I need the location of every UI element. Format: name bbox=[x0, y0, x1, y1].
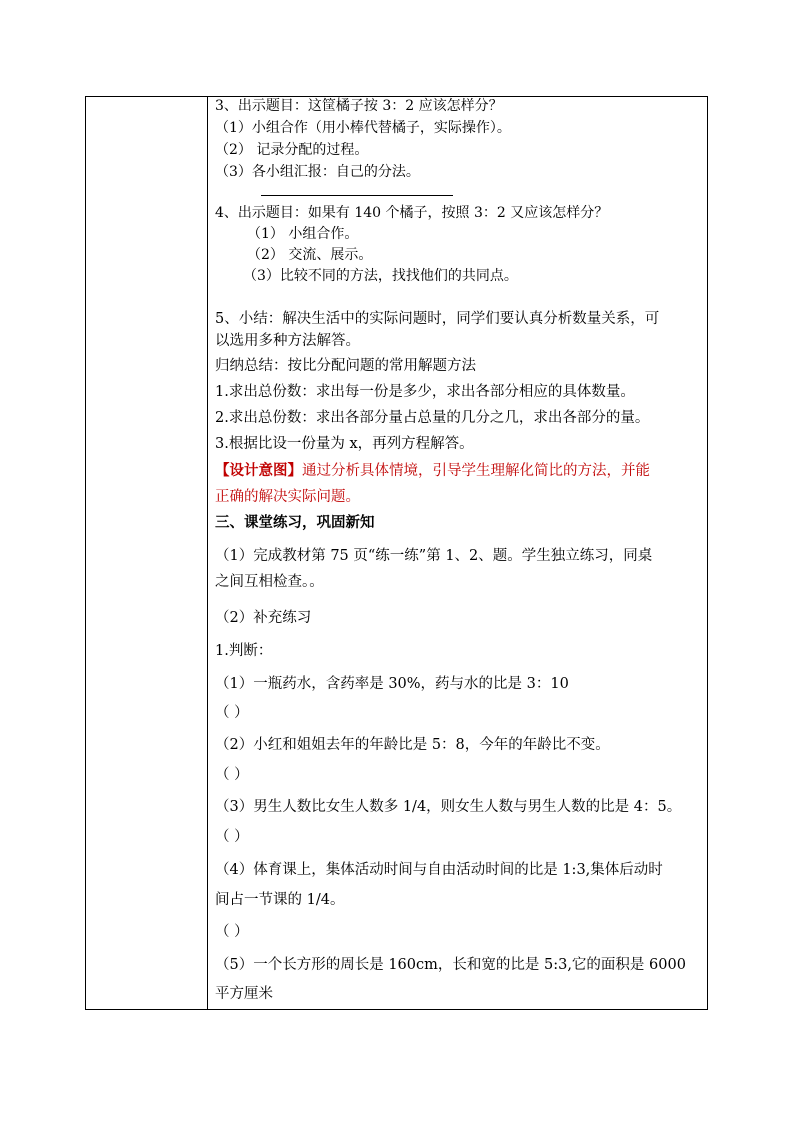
design-intent-label: 【设计意图】 bbox=[215, 462, 302, 479]
step4-title: 4、出示题目：如果有 140 个橘子，按照 3：2 又应该怎样分？ bbox=[215, 205, 609, 221]
step3-item-3: （3）各小组汇报：自己的分法。 bbox=[215, 164, 420, 180]
practice-heading: 三、课堂练习，巩固新知 bbox=[215, 514, 375, 531]
step5-line-1: 5、小结：解决生活中的实际问题时，同学们要认真分析数量关系，可 bbox=[215, 311, 660, 327]
column-divider bbox=[207, 97, 208, 1009]
step4-item-2: （2） 交流、展示。 bbox=[247, 247, 373, 263]
design-intent-line-2: 正确的解决实际问题。 bbox=[215, 489, 360, 505]
step4-item-1: （1） 小组合作。 bbox=[247, 226, 359, 242]
practice-task-1-line-2: 之间互相检查。。 bbox=[215, 574, 324, 590]
question-4-line-1: （4）体育课上，集体活动时间与自由活动时间的比是 1:3,集体后动时 bbox=[215, 862, 663, 878]
step3-item-2: （2） 记录分配的过程。 bbox=[215, 142, 369, 158]
step5-line-2: 以选用多种方法解答。 bbox=[215, 333, 360, 349]
summary-title: 归纳总结：按比分配问题的常用解题方法 bbox=[215, 358, 476, 374]
summary-method-1: 1.求出总份数：求出每一份是多少，求出各部分相应的具体数量。 bbox=[215, 384, 635, 400]
judge-title: 1.判断： bbox=[215, 643, 273, 659]
step3-title: 3、出示题目：这筐橘子按 3：2 应该怎样分？ bbox=[215, 98, 503, 114]
question-4-blank: （ ） bbox=[215, 924, 249, 940]
summary-method-2: 2.求出总份数：求出各部分量占总量的几分之几，求出各部分的量。 bbox=[215, 410, 650, 426]
summary-method-3: 3.根据比设一份量为 x，再列方程解答。 bbox=[215, 436, 474, 452]
question-5-line-1: （5）一个长方形的周长是 160cm，长和宽的比是 5:3,它的面积是 6000 bbox=[215, 957, 686, 973]
design-intent-text-1: 通过分析具体情境，引导学生理解化简比的方法，并能 bbox=[302, 463, 650, 479]
question-3-blank: （ ） bbox=[215, 829, 249, 845]
question-4-line-2: 间占一节课的 1/4。 bbox=[215, 892, 345, 908]
lesson-table bbox=[85, 96, 708, 1010]
design-intent-line-1 bbox=[215, 460, 650, 482]
question-5-line-2: 平方厘米 bbox=[215, 986, 273, 1002]
step3-item-1: （1）小组合作（用小棒代替橘子，实际操作）。 bbox=[215, 120, 511, 136]
question-2-blank: （ ） bbox=[215, 767, 249, 783]
question-1: （1）一瓶药水，含药率是 30%，药与水的比是 3：10 bbox=[215, 676, 569, 692]
practice-task-1-line-1: （1）完成教材第 75 页“练一练”第 1、2、题。学生独立练习，同桌 bbox=[215, 548, 653, 564]
step4-item-3: （3）比较不同的方法，找找他们的共同点。 bbox=[243, 268, 518, 284]
question-1-blank: （ ） bbox=[215, 705, 249, 721]
divider-rule bbox=[261, 195, 453, 196]
practice-task-2: （2）补充练习 bbox=[215, 610, 312, 626]
question-3: （3）男生人数比女生人数多 1/4，则女生人数与男生人数的比是 4：5。 bbox=[215, 799, 682, 815]
question-2: （2）小红和姐姐去年的年龄比是 5：8，今年的年龄比不变。 bbox=[215, 737, 610, 753]
